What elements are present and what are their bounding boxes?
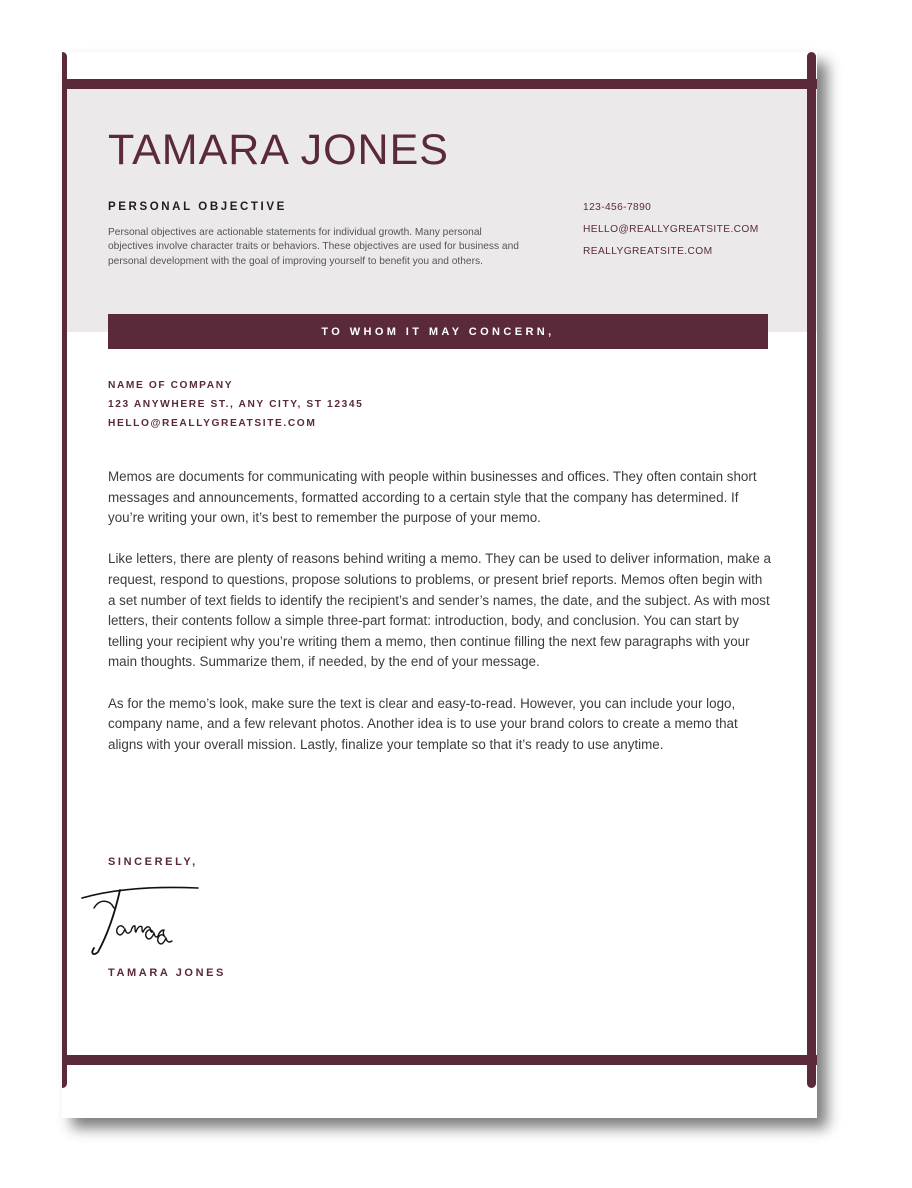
recipient-block: [108, 379, 363, 436]
salutation-text: TO WHOM IT MAY CONCERN,: [321, 325, 555, 338]
letter-body: [108, 467, 773, 776]
body-paragraph: As for the memo’s look, make sure the text is clear and easy-to-read. However, you can include your logo, company name, and a few relevant photos. Another idea is to use your brand colors to create a memo that aligns with your overall mission. Lastly, finalize your template so that it’s ready to use anytime.: [108, 695, 738, 752]
contact-email: HELLO@REALLYGREATSITE.COM: [583, 224, 759, 235]
sender-name-heading: TAMARA JONES: [108, 126, 449, 174]
frame-left-border: [62, 52, 67, 1088]
recipient-company: NAME OF COMPANY: [108, 380, 234, 391]
letter-page: [62, 52, 817, 1118]
handwritten-signature: [80, 878, 210, 958]
frame-right-border: [807, 52, 816, 1088]
contact-website: REALLYGREATSITE.COM: [583, 246, 713, 257]
signer-name: TAMARA JONES: [108, 967, 226, 979]
recipient-address: 123 ANYWHERE ST., ANY CITY, ST 12345: [108, 399, 364, 410]
frame-bottom-border: [62, 1055, 817, 1065]
body-paragraph: Like letters, there are plenty of reasons behind writing a memo. They can be used to deliver information, make a request, respond to questions, propose solutions to problems, or present brief reports. Memos often begin with a set number of text fields to identify the recipient’s and sender’s names, the date, and the subject. As with most letters, their contents follow a simple three-part format: introduction, body, and conclusion. You can start by telling your recipient why you’re writing them a memo, then continue filling the next few paragraphs with your main thoughts. Summarize them, if needed, by the end of your message.: [108, 551, 771, 670]
frame-top-border: [62, 79, 817, 89]
sign-off: SINCERELY,: [108, 856, 198, 868]
objective-heading: PERSONAL OBJECTIVE: [108, 201, 287, 213]
salutation-bar: [108, 314, 768, 349]
contact-block: [583, 201, 759, 267]
contact-phone: 123-456-7890: [583, 202, 652, 213]
body-paragraph: Memos are documents for communicating with people within businesses and offices. They often contain short messages and announcements, formatted according to a certain style that the company has determined. If you’re writing your own, it’s best to remember the purpose of your memo.: [108, 469, 757, 526]
objective-text: Personal objectives are actionable statements for individual growth. Many personal objectives involve character traits or behaviors. These objectives are used for business and personal development with the goal of improving yourself to benefit you and others.: [108, 227, 519, 267]
recipient-email: HELLO@REALLYGREATSITE.COM: [108, 418, 317, 429]
